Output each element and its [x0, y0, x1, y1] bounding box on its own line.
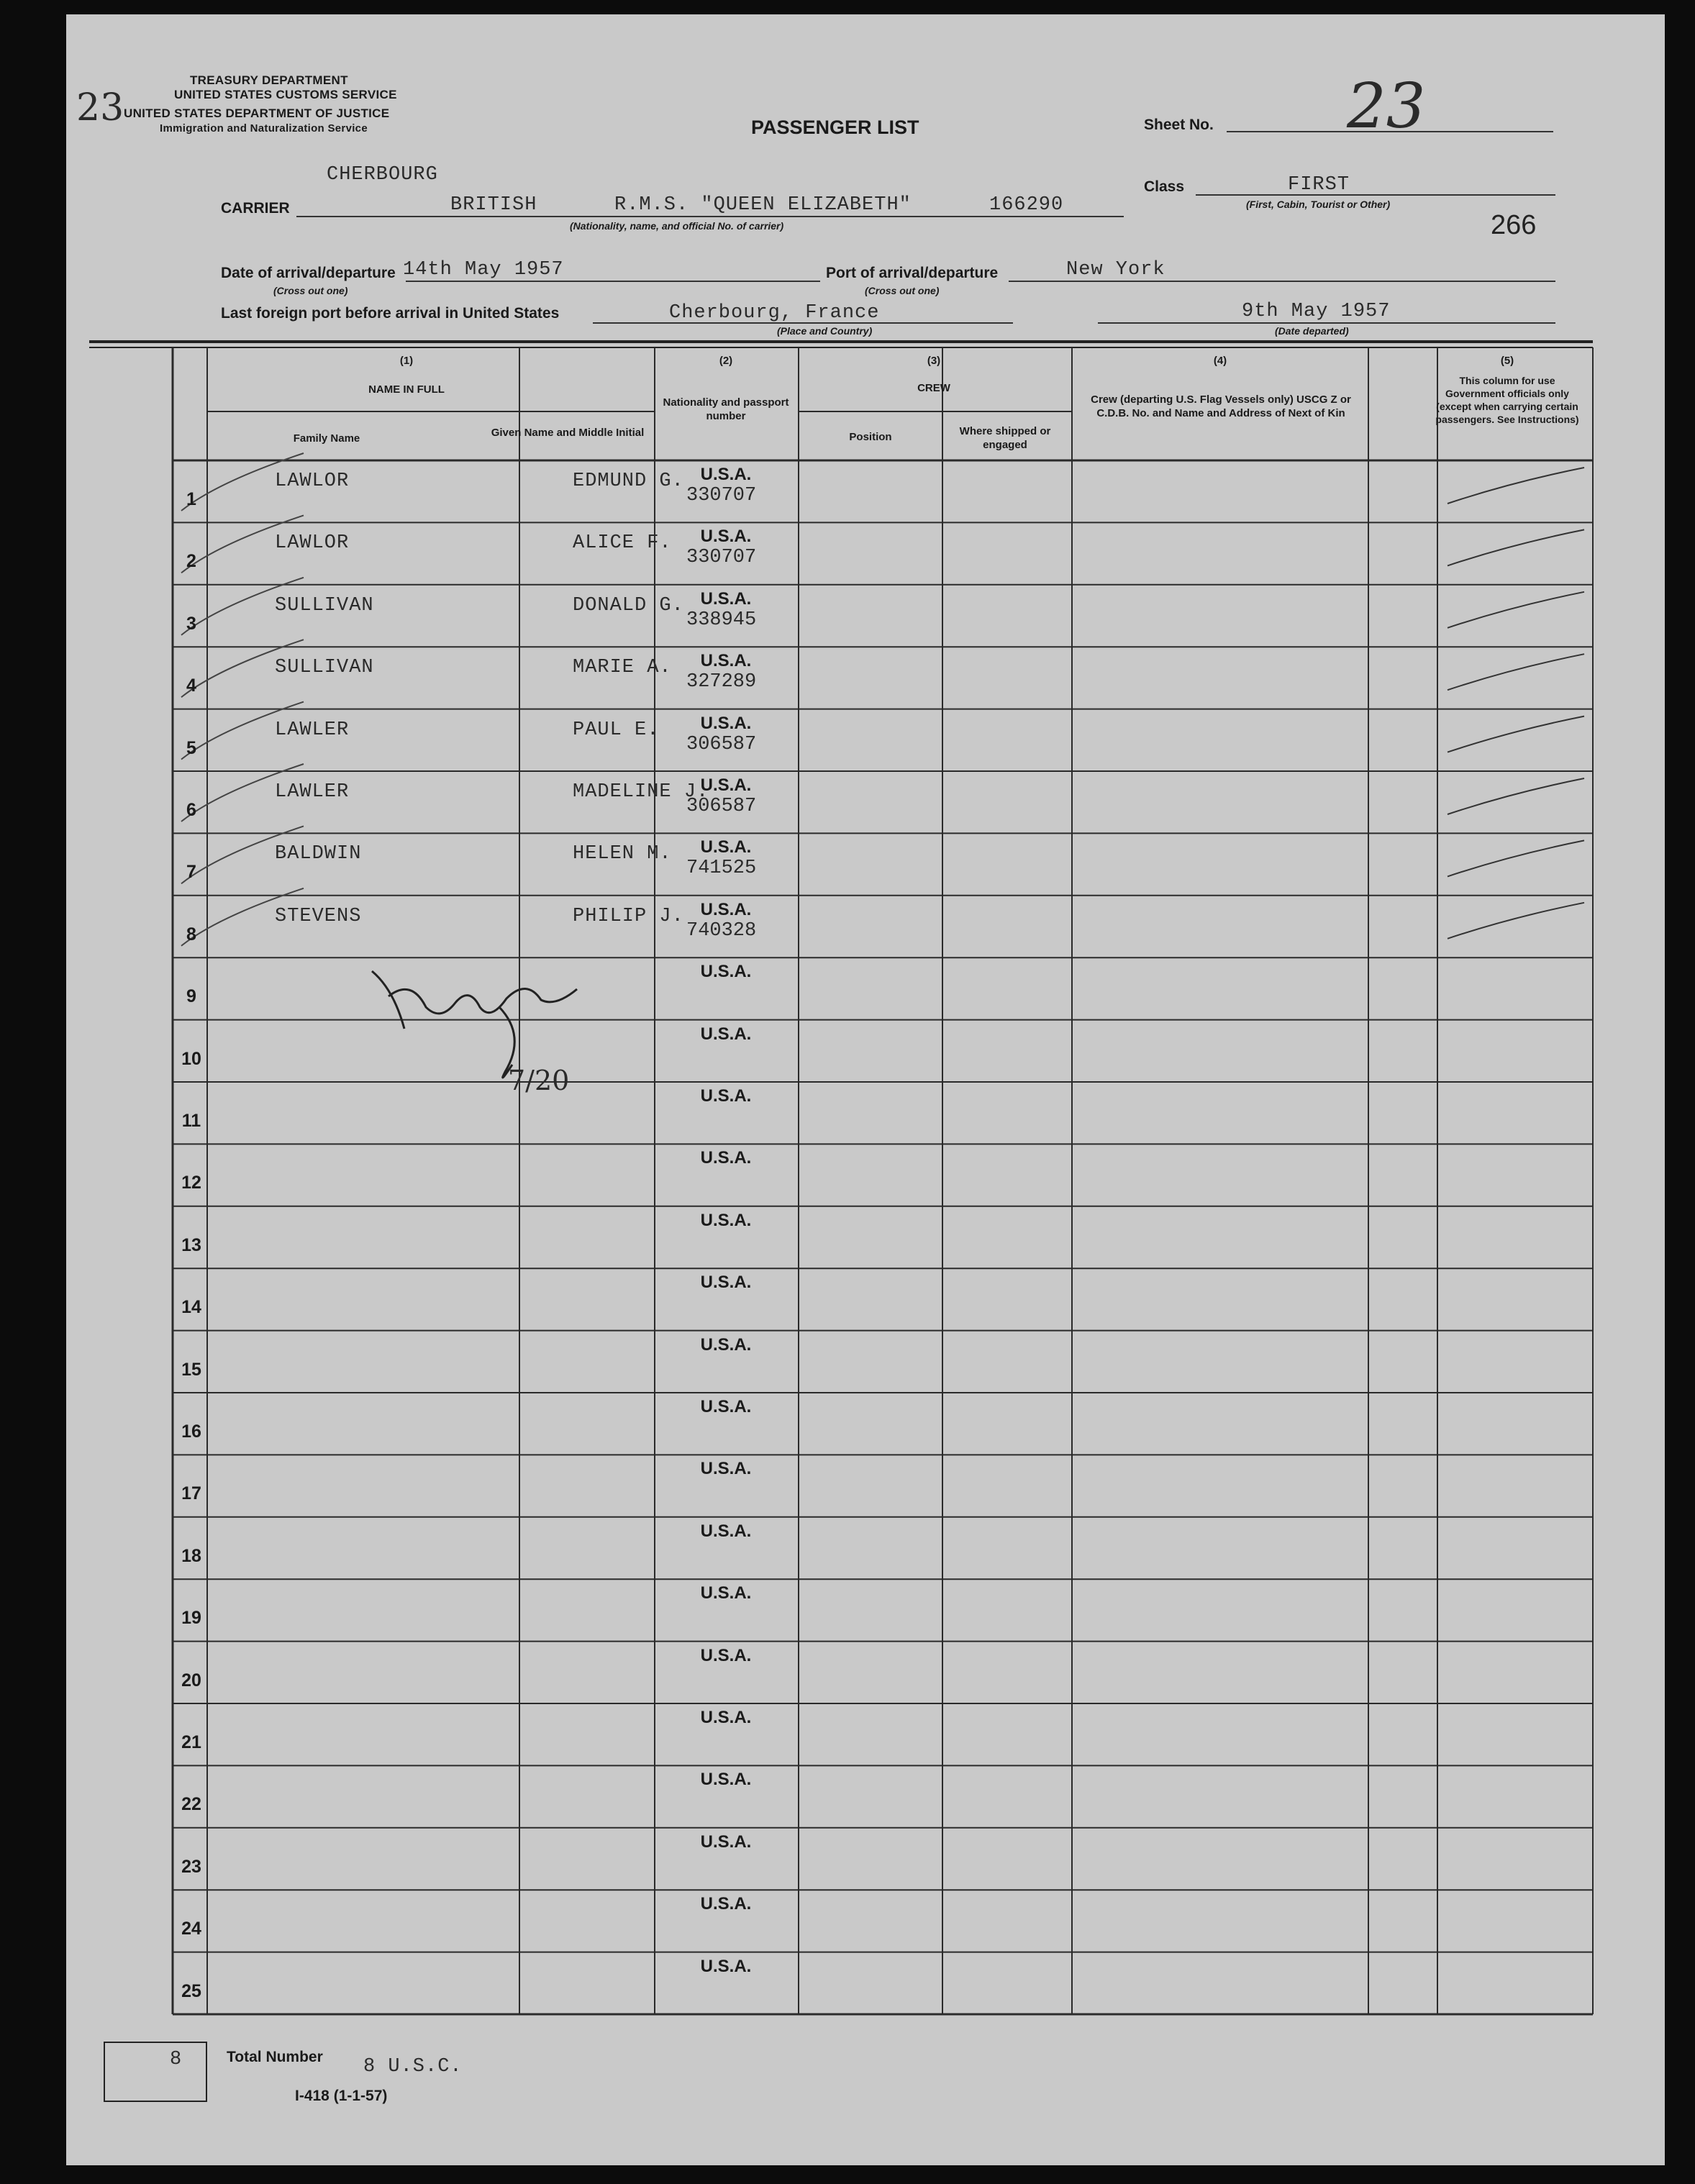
agency-justice: UNITED STATES DEPARTMENT OF JUSTICE — [124, 106, 390, 120]
family-name-cell: LAWLER — [275, 781, 350, 803]
last-port-value: Cherbourg, France — [669, 302, 880, 324]
departure-port-typed: CHERBOURG — [327, 164, 438, 186]
passport-number-cell: 327289 — [686, 671, 757, 693]
col3-title: CREW — [917, 382, 950, 394]
col4-number: (4) — [1213, 355, 1227, 367]
nationality-cell: U.S.A. — [700, 1832, 752, 1852]
total-number-label: Total Number — [227, 2049, 323, 2065]
form-number: I-418 (1-1-57) — [295, 2088, 388, 2104]
row-number: 20 — [181, 1670, 201, 1691]
col1-title: NAME IN FULL — [368, 383, 445, 396]
total-box — [104, 2042, 207, 2102]
row-number: 21 — [181, 1732, 201, 1752]
col-given-name: Given Name and Middle Initial — [491, 427, 645, 439]
given-name-cell: HELEN M. — [573, 843, 672, 865]
agency-treasury: TREASURY DEPARTMENT — [190, 73, 348, 87]
col2-number: (2) — [719, 355, 733, 367]
family-name-cell: BALDWIN — [275, 843, 362, 865]
row-number: 3 — [186, 613, 196, 634]
col4-title: Crew (departing U.S. Flag Vessels only) USCG Z or C.D.B. No. and Name and Address of Next of Kin — [1091, 393, 1351, 419]
row-number: 22 — [181, 1794, 201, 1815]
passport-number-cell: 330707 — [686, 485, 757, 506]
passport-number-cell: 740328 — [686, 919, 757, 942]
nationality-cell: U.S.A. — [700, 588, 752, 609]
nationality-cell: U.S.A. — [700, 1210, 752, 1230]
arrival-date-value: 14th May 1957 — [403, 259, 564, 281]
arrival-date-label: Date of arrival/departure — [221, 265, 396, 281]
nationality-cell: U.S.A. — [700, 899, 752, 919]
row-number: 7 — [186, 862, 196, 883]
last-port-caption: (Place and Country) — [777, 325, 873, 337]
col1-number: (1) — [399, 355, 414, 367]
given-name-cell: DONALD G. — [573, 594, 684, 616]
date-caption: (Cross out one) — [273, 285, 348, 296]
passport-number-cell: 306587 — [686, 796, 757, 817]
row-number: 5 — [186, 737, 196, 758]
arrival-port-value: New York — [1066, 259, 1165, 281]
row-number: 11 — [181, 1111, 201, 1131]
family-name-cell: SULLIVAN — [275, 657, 374, 679]
row-number: 25 — [181, 1980, 201, 2001]
agency-ins: Immigration and Naturalization Service — [160, 122, 368, 135]
nationality-cell: U.S.A. — [700, 527, 752, 547]
col5-title: This column for use Government officials only (except when carrying certain passengers. See Instructions) — [1435, 375, 1579, 425]
class-label: Class — [1144, 178, 1185, 195]
nationality-cell: U.S.A. — [700, 1894, 752, 1914]
nationality-cell: U.S.A. — [700, 1273, 752, 1293]
sheet-no-label: Sheet No. — [1144, 117, 1214, 133]
agency-customs: UNITED STATES CUSTOMS SERVICE — [174, 88, 397, 101]
col-shipped: Where shipped or engaged — [959, 425, 1051, 451]
given-name-cell: PHILIP J. — [573, 905, 684, 927]
page-title: PASSENGER LIST — [751, 117, 919, 138]
document-sheet — [66, 14, 1665, 2165]
nationality-cell: U.S.A. — [700, 1583, 752, 1603]
col3-number: (3) — [927, 355, 941, 367]
nationality-cell: U.S.A. — [700, 1459, 752, 1479]
passport-number-cell: 338945 — [686, 609, 757, 631]
given-name-cell: ALICE F. — [573, 532, 672, 555]
handwritten-margin-number: 23 — [76, 86, 124, 129]
row-number: 17 — [181, 1483, 201, 1504]
col-position: Position — [849, 431, 892, 443]
departure-date-value: 9th May 1957 — [1242, 301, 1391, 322]
row-number: 2 — [186, 551, 196, 572]
row-number: 15 — [181, 1359, 201, 1380]
class-value: FIRST — [1288, 174, 1350, 196]
total-box-value: 8 — [170, 2049, 183, 2070]
family-name-cell: LAWLOR — [275, 532, 350, 555]
given-name-cell: EDMUND G. — [573, 470, 684, 492]
passport-number-cell: 306587 — [686, 733, 757, 755]
row-number: 24 — [181, 1919, 201, 1939]
arrival-port-label: Port of arrival/departure — [826, 265, 999, 281]
nationality-cell: U.S.A. — [700, 1397, 752, 1416]
row-number: 12 — [181, 1173, 201, 1193]
row-number: 14 — [181, 1297, 201, 1318]
given-name-cell: MARIE A. — [573, 657, 672, 679]
last-port-label: Last foreign port before arrival in United States — [221, 305, 560, 322]
given-name-cell: MADELINE J. — [573, 781, 709, 803]
row-number: 16 — [181, 1421, 201, 1442]
col-family-name: Family Name — [293, 432, 360, 445]
carrier-name: R.M.S. "QUEEN ELIZABETH" — [614, 194, 912, 216]
port-caption: (Cross out one) — [865, 285, 940, 296]
nationality-cell: U.S.A. — [700, 651, 752, 671]
carrier-nationality: BRITISH — [450, 194, 537, 216]
stamped-number: 266 — [1491, 210, 1537, 240]
nationality-cell: U.S.A. — [700, 1770, 752, 1790]
nationality-cell: U.S.A. — [700, 465, 752, 484]
family-name-cell: SULLIVAN — [275, 594, 374, 616]
row-number: 1 — [186, 489, 196, 509]
row-number: 8 — [186, 924, 196, 945]
family-name-cell: STEVENS — [275, 905, 362, 927]
col2-title: Nationality and passport number — [663, 396, 789, 422]
nationality-cell: U.S.A. — [700, 775, 752, 795]
nationality-cell: U.S.A. — [700, 1708, 752, 1727]
departure-date-caption: (Date departed) — [1275, 325, 1349, 337]
family-name-cell: LAWLER — [275, 719, 350, 741]
given-name-cell: PAUL E. — [573, 719, 660, 741]
class-caption: (First, Cabin, Tourist or Other) — [1246, 199, 1391, 210]
row-number: 23 — [181, 1856, 201, 1877]
nationality-cell: U.S.A. — [700, 1086, 752, 1106]
sheet-no-value: 23 — [1347, 70, 1426, 142]
nationality-cell: U.S.A. — [700, 1024, 752, 1044]
family-name-cell: LAWLOR — [275, 470, 350, 492]
row-number: 18 — [181, 1545, 201, 1566]
nationality-cell: U.S.A. — [700, 962, 752, 982]
nationality-cell: U.S.A. — [700, 1645, 752, 1665]
row-number: 13 — [181, 1234, 201, 1255]
nationality-cell: U.S.A. — [700, 1148, 752, 1168]
row-number: 19 — [181, 1608, 201, 1629]
signature-notation: 7/20 — [508, 1065, 570, 1096]
carrier-official-no: 166290 — [989, 194, 1064, 216]
nationality-cell: U.S.A. — [700, 1334, 752, 1355]
row-number: 4 — [186, 675, 196, 696]
passport-number-cell: 330707 — [686, 547, 757, 569]
handwritten-signature — [66, 14, 1665, 2165]
col5-number: (5) — [1500, 355, 1514, 367]
carrier-caption: (Nationality, name, and official No. of carrier) — [570, 220, 784, 232]
nationality-cell: U.S.A. — [700, 1521, 752, 1541]
row-number: 6 — [186, 800, 196, 820]
nationality-cell: U.S.A. — [700, 837, 752, 857]
row-number: 9 — [186, 986, 196, 1007]
total-number-value: 8 U.S.C. — [363, 2056, 463, 2078]
carrier-label: CARRIER — [221, 200, 290, 217]
passport-number-cell: 741525 — [686, 857, 757, 880]
nationality-cell: U.S.A. — [700, 713, 752, 733]
nationality-cell: U.S.A. — [700, 1956, 752, 1976]
row-number: 10 — [181, 1048, 201, 1069]
